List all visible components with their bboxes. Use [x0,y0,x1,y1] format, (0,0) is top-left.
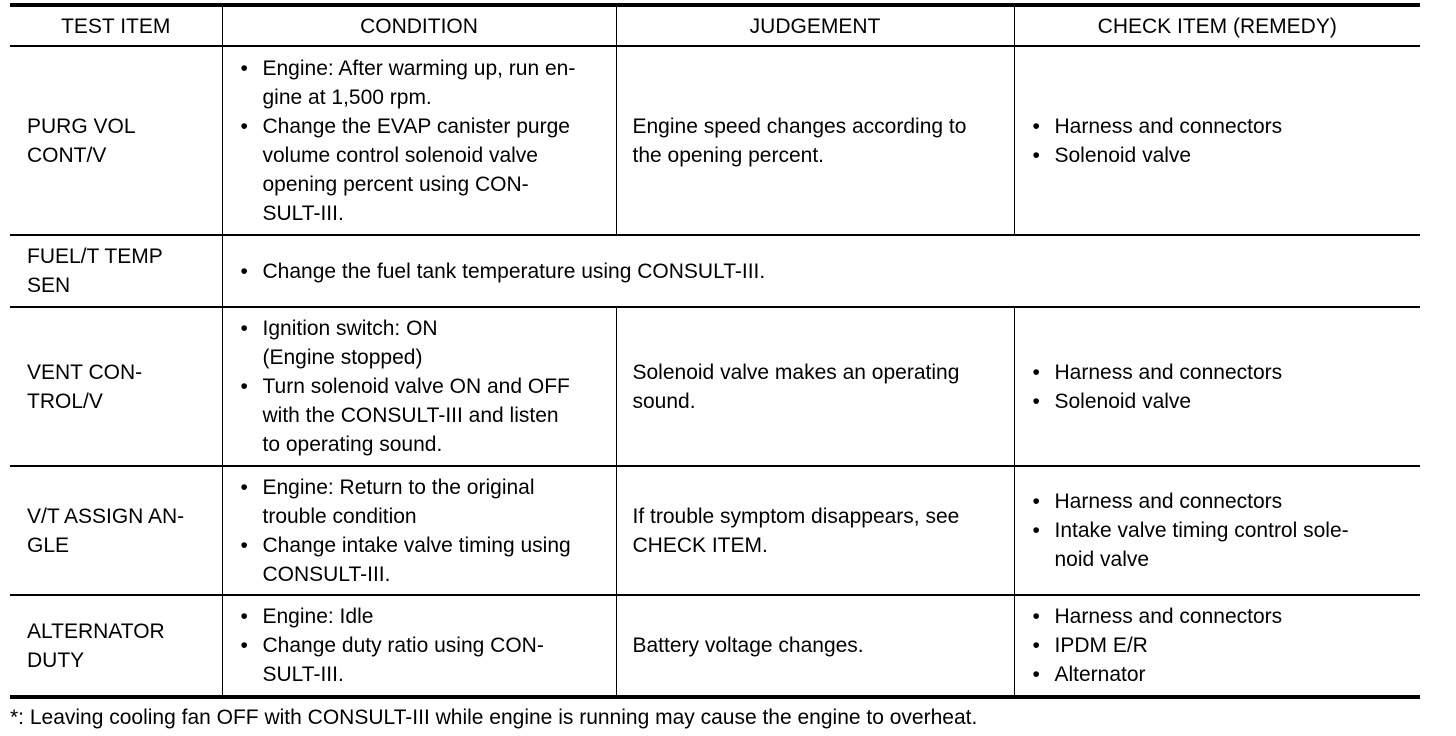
check-item-line: Intake valve timing control sole- [1054,519,1349,542]
condition-line: (Engine stopped) [262,346,423,369]
condition-line: Engine: Return to the original [262,475,535,499]
condition-item [239,531,606,589]
check-item-cell [1014,46,1420,235]
condition-item: • Change the fuel tank temperature using CONSULT-III. [239,257,1411,286]
check-item-cell [1014,307,1420,466]
judgement-line: Solenoid valve makes an operating [632,360,960,384]
condition-item [239,54,606,112]
test-item-line: FUEL/T TEMP [27,245,163,268]
condition-item [239,372,606,459]
condition-line: Ignition switch: ON [262,317,438,340]
judgement-line: Battery voltage changes. [632,634,864,657]
check-item-list [1031,358,1411,416]
condition-list [239,314,606,459]
condition-list [239,602,606,689]
table-row [10,235,1420,307]
check-item-line: noid valve [1054,548,1150,571]
condition-line: Change the EVAP canister purge [262,114,570,138]
check-item: • Harness and connectors [1031,112,1411,141]
test-item-line: VENT CON- [27,360,143,384]
condition-cell [222,307,616,466]
condition-line: with the CONSULT-III and listen [262,404,559,427]
table-row [10,595,1420,697]
condition-cell [222,235,1420,307]
condition-item [239,473,606,531]
test-item-cell [10,595,222,697]
test-item-cell [10,466,222,595]
judgement-line: the opening percent. [632,143,824,167]
condition-line: trouble condition [262,504,417,528]
document-page [10,3,1420,732]
condition-line: to operating sound. [262,433,443,456]
condition-line: opening percent using CON- [262,172,529,196]
test-item-line: DUTY [27,648,85,672]
test-item-cell [10,46,222,235]
check-item-list [1031,112,1411,170]
condition-line: volume control solenoid valve [262,143,538,167]
condition-cell [222,595,616,697]
condition-list [239,257,1411,286]
test-item-line: V/T ASSIGN AN- [27,504,185,528]
check-item-list [1031,602,1411,689]
check-item-list [1031,487,1411,574]
condition-line: gine at 1,500 rpm. [262,85,432,109]
active-test-table [10,3,1420,699]
condition-line: SULT-III. [262,201,344,225]
table-row [10,46,1420,235]
test-item-line: PURG VOL [27,114,136,138]
check-item: • Solenoid valve [1031,141,1411,170]
check-item: • Solenoid valve [1031,387,1411,416]
judgement-line: Engine speed changes according to [632,114,967,138]
check-item-cell [1014,595,1420,697]
judgement-cell [616,466,1014,595]
test-item-line: SEN [27,274,71,297]
condition-line: CONSULT-III. [262,562,391,586]
check-item: • Harness and connectors [1031,487,1411,516]
condition-line: Turn solenoid valve ON and OFF [262,375,570,398]
condition-item: • Engine: Idle [239,602,606,631]
check-item [1031,516,1411,574]
condition-item [239,112,606,228]
judgement-line: If trouble symptom disappears, see [632,504,960,528]
condition-item [239,314,606,372]
condition-line: Change intake valve timing using [262,533,571,557]
condition-list [239,54,606,228]
test-item-line: TROL/V [27,389,103,413]
table-header-row [10,5,1420,46]
judgement-line: CHECK ITEM. [632,533,768,557]
test-item-cell [10,307,222,466]
condition-list [239,473,606,589]
test-item-cell [10,235,222,307]
header-check-item: CHECK ITEM (REMEDY) [1014,5,1420,46]
header-test-item: TEST ITEM [10,5,222,46]
table-row [10,466,1420,595]
condition-line: Change duty ratio using CON- [262,634,544,657]
condition-cell [222,466,616,595]
condition-cell [222,46,616,235]
test-item-line: GLE [27,533,70,557]
check-item: • Alternator [1031,660,1411,689]
header-condition: CONDITION [222,5,616,46]
check-item: • Harness and connectors [1031,602,1411,631]
check-item: • IPDM E/R [1031,631,1411,660]
table-row [10,307,1420,466]
judgement-line: sound. [632,389,696,413]
judgement-cell [616,307,1014,466]
check-item-cell [1014,466,1420,595]
condition-item [239,631,606,689]
judgement-cell [616,46,1014,235]
test-item-line: CONT/V [27,143,107,167]
judgement-cell [616,595,1014,697]
check-item: • Harness and connectors [1031,358,1411,387]
footnote: *: Leaving cooling fan OFF with CONSULT-III while engine is running may cause the engine to overheat. [10,706,978,729]
header-judgement: JUDGEMENT [616,5,1014,46]
condition-line: SULT-III. [262,663,344,686]
condition-line: Engine: After warming up, run en- [262,56,576,80]
test-item-line: ALTERNATOR [27,619,165,643]
